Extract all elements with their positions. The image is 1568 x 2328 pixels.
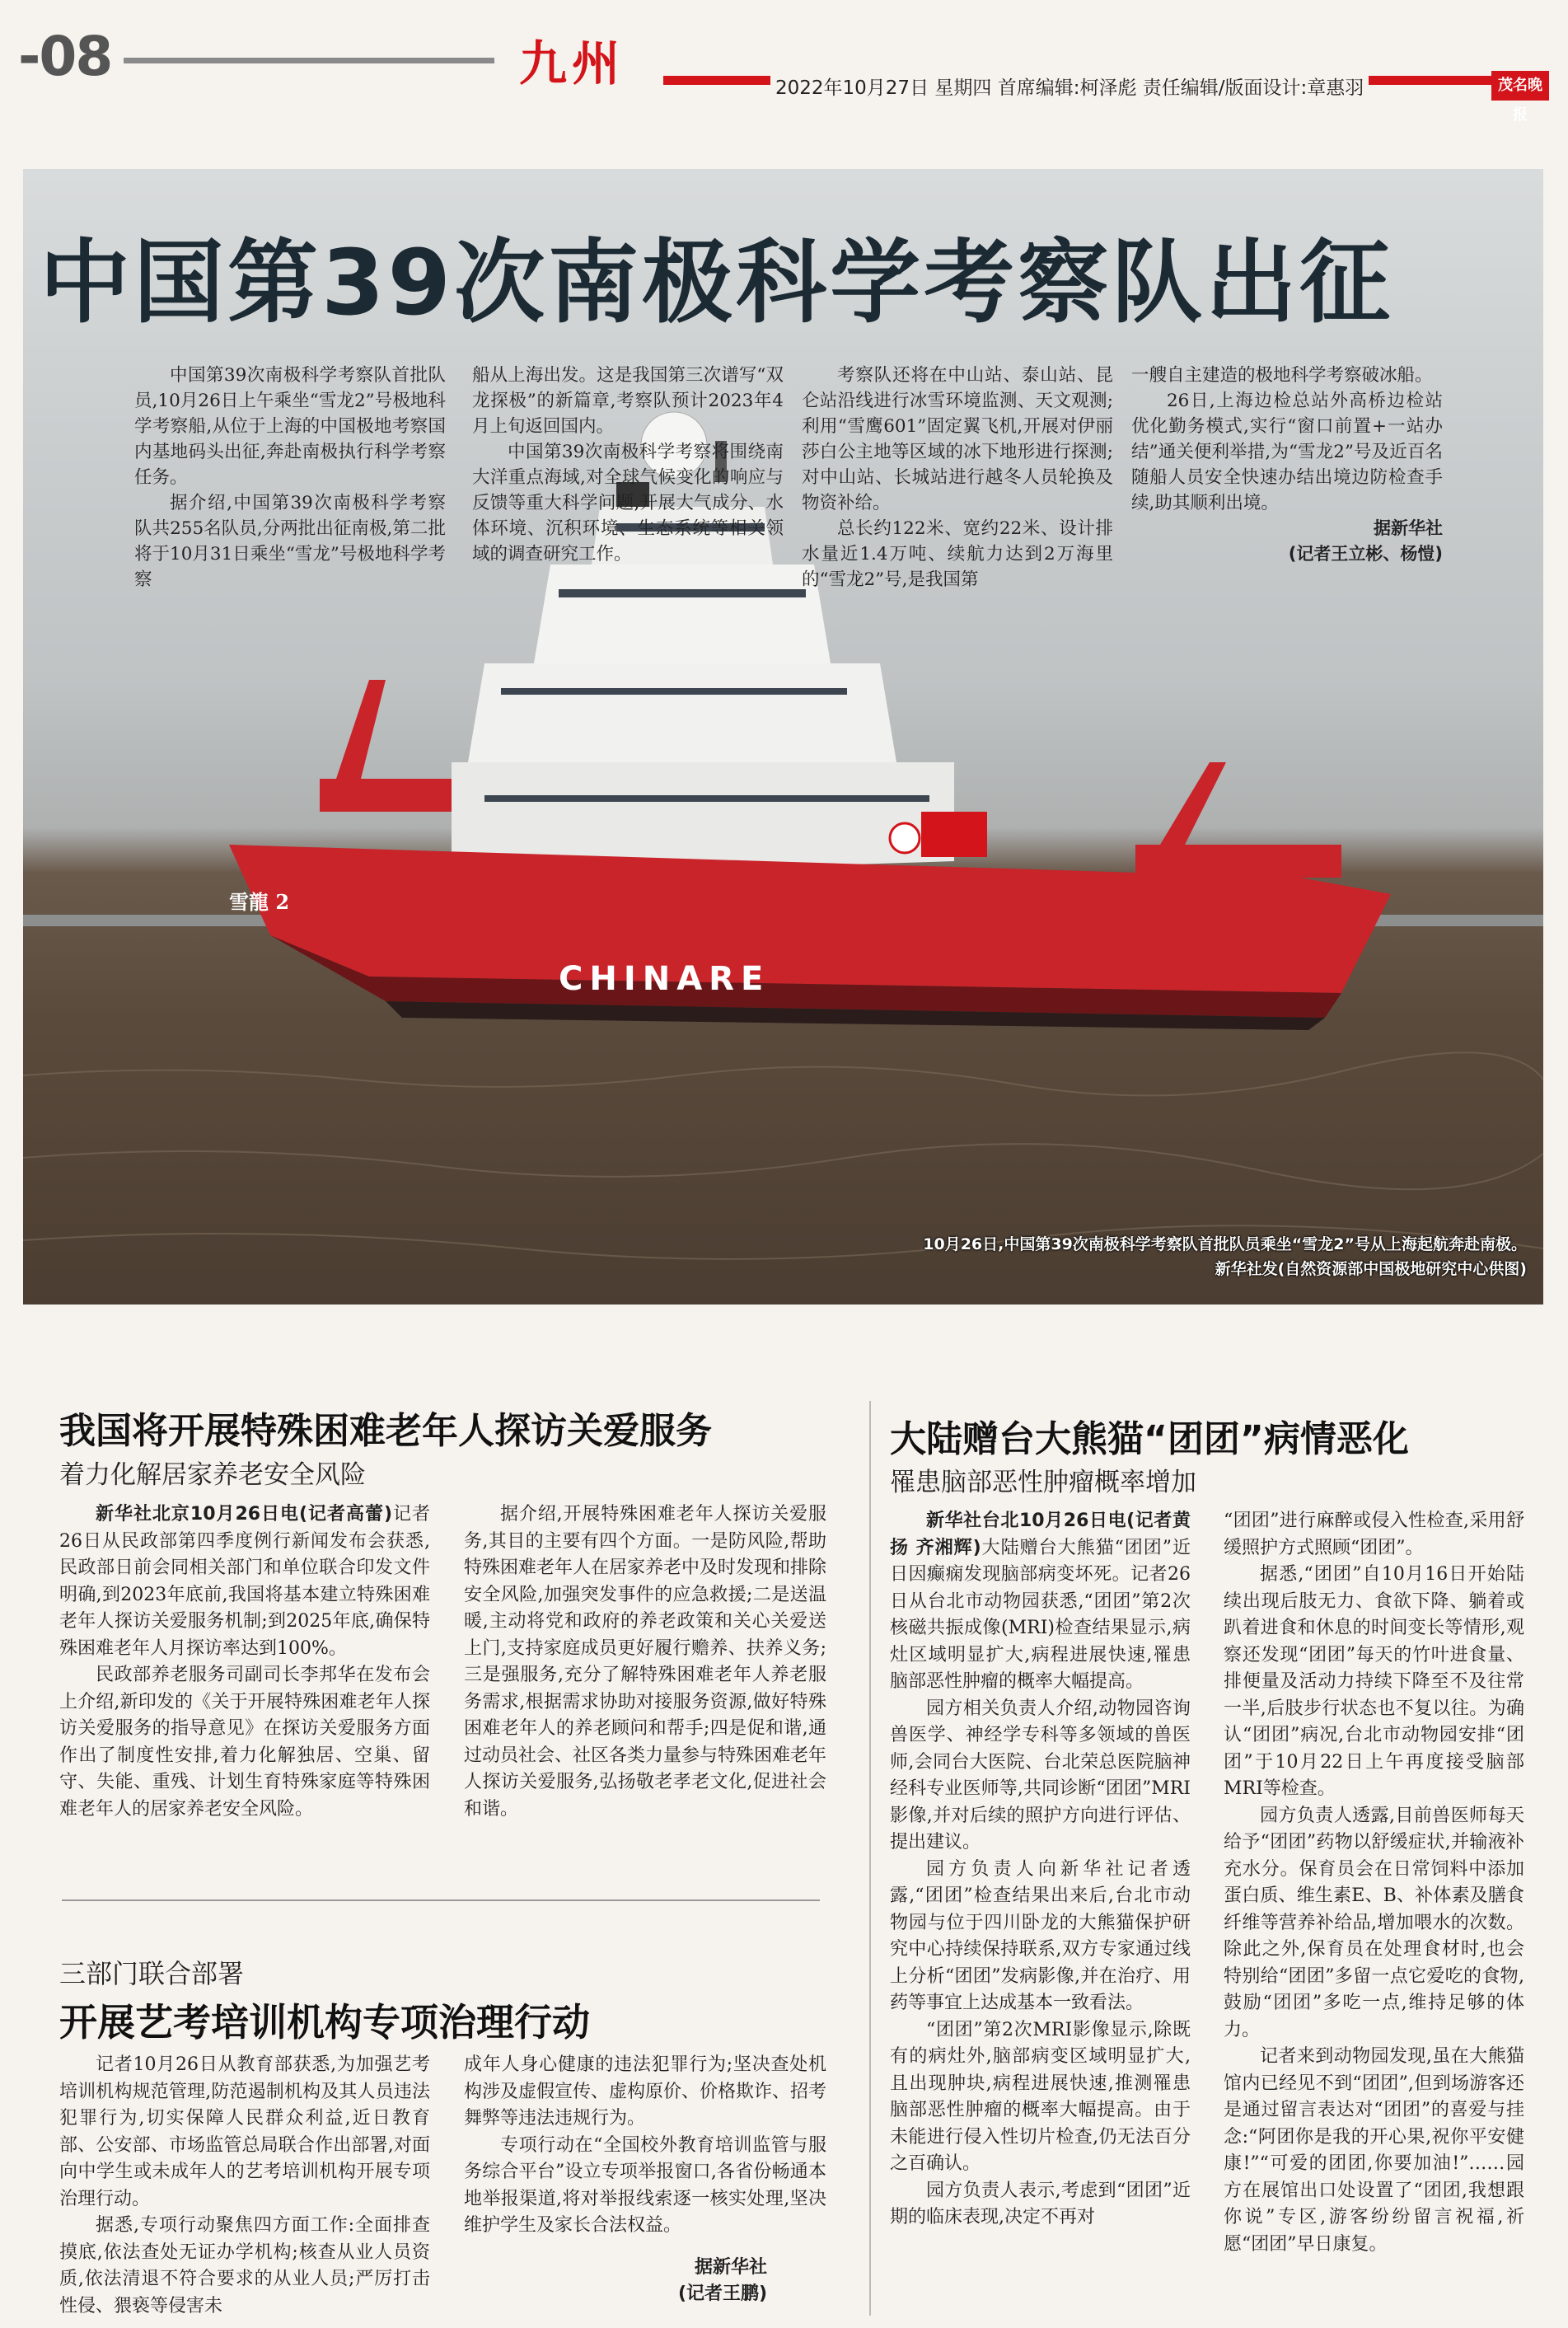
- paper-logo: 茂名晚报: [1491, 71, 1549, 101]
- column-divider: [869, 1401, 871, 2316]
- photo-caption: [456, 1232, 1527, 1281]
- article-paragraph: 据悉,专项行动聚焦四方面工作:全面排查摸底,依法查处无证办学机构;核查从业人员资质,依法清退不符合要求的从业人员;严厉打击性侵、猥亵等侵害未: [59, 2215, 430, 2316]
- page-number: -08: [18, 25, 112, 88]
- article-dateline: 新华社北京10月26日电(记者高蕾): [96, 1504, 393, 1525]
- article-paragraph: 记者26日从民政部第四季度例行新闻发布会获悉,民政部日前会同相关部门和单位联合印发文件明确,到2023年底前,我国将基本建立特殊困难老年人探访关爱服务机制;到2025年底,确保特殊困难老年人月探访率达到100%。: [59, 1504, 430, 1659]
- ship-hull-name: CHINARE: [559, 960, 770, 998]
- divider-rule: [62, 1899, 820, 1901]
- section-name: 九州: [519, 35, 625, 91]
- article-column: [1224, 1508, 1524, 2258]
- hero-photo: [23, 169, 1543, 1305]
- article-headline: 开展艺考培训机构专项治理行动: [59, 2000, 590, 2045]
- hero-paragraph: 中国第39次南极科学考察将围绕南大洋重点海域,对全球气候变化的响应与反馈等重大科学问题,开展大气成分、水体环境、沉积环境、生态系统等相关领域的调查研究工作。: [472, 442, 784, 564]
- hero-paragraph: 总长约122米、宽约22米、设计排水量近1.4万吨、续航力达到2万海里的“雪龙2”号,是我国第: [802, 518, 1113, 590]
- hero-reporters: (记者王立彬、杨愷): [1288, 544, 1443, 564]
- ship-bow-name: 雪龍 2: [229, 890, 290, 914]
- article-paragraph: 园方负责人表示,考虑到“团团”近期的临床表现,决定不再对: [890, 2180, 1191, 2227]
- article-paragraph: 园方负责人透露,目前兽医师每天给予“团团”药物以舒缓症状,并输液补充水分。保育员会在日常饲料中添加蛋白质、维生素E、B、补体素及膳食纤维等营养补给品,增加喂水的次数。除此之外,保育员在处理食材时,也会特别给“团团”多留一点它爱吃的食物,鼓励“团团”多吃一点,维持足够的体力。: [1224, 1805, 1524, 2040]
- hero-text-col-2: [472, 363, 784, 567]
- article-paragraph: 大陆赠台大熊猫“团团”近日因癫痫发现脑部病变坏死。记者26日从台北市动物园获悉,“团团”第2次核磁共振成像(MRI)检查结果显示,病灶区域明显扩大,病程进展快速,罹患脑部恶性肿瘤的概率大幅提高。: [890, 1537, 1191, 1692]
- article-paragraph: 据介绍,开展特殊困难老年人探访关爱服务,其目的主要有四个方面。一是防风险,帮助特殊困难老年人在居家养老中及时发现和排除安全风险,加强突发事件的应急救援;二是送温暖,主动将党和政府的养老政策和关心关爱送上门,支持家庭成员更好履行赡养、扶养义务;三是强服务,充分了解特殊困难老年人养老服务需求,根据需求协助对接服务资源,做好特殊困难老年人的养老顾问和帮手;四是促和谐,通过动员社会、社区各类力量参与特殊困难老年人探访关爱服务,弘扬敬老孝老文化,促进社会和谐。: [464, 1504, 827, 1820]
- article-dateline: 新华社台北10月26日电(记者黄扬 齐湘辉): [890, 1511, 1191, 1558]
- article-paragraph: 园方相关负责人介绍,动物园咨询兽医学、神经学专科等多领域的兽医师,会同台大医院、台北荣总医院脑神经科专业医师等,共同诊断“团团”MRI影像,并对后续的照护方向进行评估、提出建议。: [890, 1698, 1191, 1853]
- article-column: [59, 1501, 430, 1823]
- hero-paragraph: 一艘自主建造的极地科学考察破冰船。: [1131, 365, 1433, 386]
- article-paragraph: 据悉,“团团”自10月16日开始陆续出现后肢无力、食欲下降、躺着或趴着进食和休息的时间变长等情形,观察还发现“团团”每天的竹叶进食量、排便量及活动力持续下降至不及往常一半,后肢步行状态也不复以往。为确认“团团”病况,台北市动物园安排“团团”于10月22日上午再度接受脑部MRI等检查。: [1224, 1564, 1524, 1799]
- photo-caption-line: 10月26日,中国第39次南极科学考察队首批队员乘坐“雪龙2”号从上海起航奔赴南极。: [923, 1235, 1527, 1253]
- article-paragraph: 成年人身心健康的违法犯罪行为;坚决查处机构涉及虚假宣传、虚构原价、价格欺诈、招考舞弊等违法违规行为。: [464, 2054, 827, 2129]
- article-byline: 据新华社: [695, 2256, 768, 2278]
- article-column: [464, 1501, 826, 1823]
- article-paragraph: 记者来到动物园发现,虽在大熊猫馆内已经见不到“团团”,但到场游客还是通过留言表达对“团团”的喜爱与挂念:“阿团你是我的开心果,祝你平安健康!”“可爱的团团,你要加油!”……园方在展馆出口处设置了“团团,我想跟你说”专区,游客纷纷留言祝福,祈愿“团团”早日康复。: [1224, 2046, 1524, 2255]
- hero-paragraph: 考察队还将在中山站、泰山站、昆仑站沿线进行冰雪环境监测、天文观测;利用“雪鹰601”固定翼飞机,开展对伊丽莎白公主地等区域的冰下地形进行探测;对中山站、长城站进行越冬人员轮换及物资补给。: [802, 365, 1113, 513]
- article-paragraph: 记者10月26日从教育部获悉,为加强艺考培训机构规范管理,防范遏制机构及其人员违法犯罪行为,切实保障人民群众利益,近日教育部、公安部、市场监管总局联合作出部署,对面向中学生或未成年人的艺考培训机构开展专项治理行动。: [59, 2054, 430, 2209]
- article-column: [464, 2052, 826, 2308]
- article-headline: 大陆赠台大熊猫“团团”病情恶化: [890, 1418, 1409, 1460]
- article-reporter: (记者王鹏): [678, 2284, 768, 2304]
- article-paragraph: “团团”第2次MRI影像显示,除既有的病灶外,脑部病变区域明显扩大,且出现肿块,病程进展快速,推测罹患脑部恶性肿瘤的概率大幅提高。由于未能进行侵入性切片检查,仍无法百分之百确认。: [890, 2019, 1191, 2174]
- article-subhead: 罹患脑部恶性肿瘤概率增加: [890, 1468, 1196, 1497]
- header-info: 2022年10月27日 星期四 首席编辑:柯泽彪 责任编辑/版面设计:章惠羽: [770, 73, 1369, 100]
- hero-paragraph: 据介绍,中国第39次南极科学考察队共255名队员,分两批出征南极,第二批将于10月31日乘坐“雪龙”号极地科学考察: [134, 493, 446, 590]
- article-paragraph: 园方负责人向新华社记者透露,“团团”检查结果出来后,台北市动物园与位于四川卧龙的大熊猫保护研究中心持续保持联系,双方专家通过线上分析“团团”发病影像,并在治疗、用药等事宜上达成基本一致看法。: [890, 1858, 1191, 2013]
- photo-credit: 新华社发(自然资源部中国极地研究中心供图): [1215, 1260, 1527, 1278]
- article-paragraph: 民政部养老服务司副司长李邦华在发布会上介绍,新印发的《关于开展特殊困难老年人探访关爱服务的指导意见》在探访关爱服务方面作出了制度性安排,着力化解独居、空巢、留守、失能、重残、计划生育特殊家庭等特殊困难老年人的居家养老安全风险。: [59, 1665, 430, 1820]
- article-subhead: 着力化解居家养老安全风险: [59, 1460, 366, 1490]
- hero-headline: 中国第39次南极科学考察队出征: [40, 230, 1394, 335]
- header-rule-left: [124, 58, 494, 63]
- article-kicker: 三部门联合部署: [59, 1958, 245, 1989]
- article-headline: 我国将开展特殊困难老年人探访关爱服务: [59, 1410, 712, 1452]
- article-paragraph: “团团”进行麻醉或侵入性检查,采用舒缓照护方式照顾“团团”。: [1224, 1511, 1524, 1558]
- article-column: [59, 2052, 430, 2320]
- article-paragraph: 专项行动在“全国校外教育培训监管与服务综合平台”设立专项举报窗口,各省份畅通本地举报渠道,将对举报线索逐一核实处理,坚决维护学生及家长合法权益。: [464, 2134, 826, 2236]
- hero-text-col-1: [134, 363, 446, 593]
- hero-text-col-3: [802, 363, 1113, 593]
- hero-paragraph: 中国第39次南极科学考察队首批队员,10月26日上午乘坐“雪龙2”号极地科学考察船,从位于上海的中国极地考察国内基地码头出征,奔赴南极执行科学考察任务。: [134, 365, 446, 488]
- hero-paragraph: 船从上海出发。这是我国第三次谱写“双龙探极”的新篇章,考察队预计2023年4月上旬返回国内。: [472, 365, 784, 437]
- hero-paragraph: 26日,上海边检总站外高桥边检站优化勤务模式,实行“窗口前置+一站办结”通关便利举措,为“雪龙2”号及近百名随船人员安全快速办结出境边防检查手续,助其顺利出境。: [1131, 391, 1443, 513]
- hero-text-col-4: [1131, 363, 1443, 567]
- article-column: [890, 1508, 1191, 2232]
- hero-byline: 据新华社: [1374, 518, 1443, 538]
